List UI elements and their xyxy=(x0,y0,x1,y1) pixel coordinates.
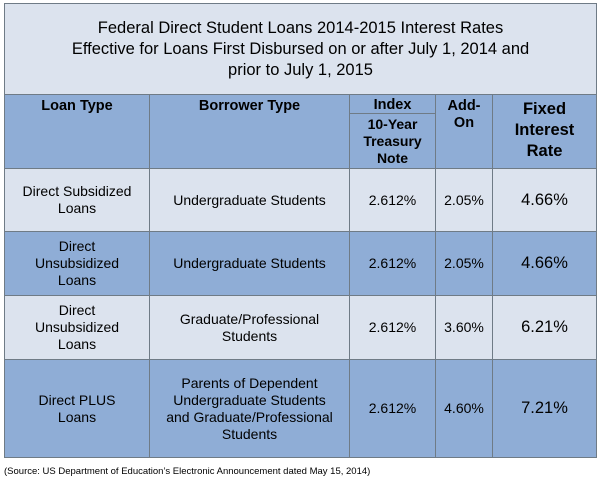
loan-type-cell xyxy=(5,360,150,458)
header-borrower-type: Borrower Type xyxy=(150,95,350,169)
index-cell: 2.612% xyxy=(350,360,436,458)
header-add-on-line-1: Add- xyxy=(447,98,481,114)
borrower-type-line: Parents of Dependent xyxy=(181,374,318,391)
index-sub-line-1: 10-Year xyxy=(367,115,418,132)
fixed-rate-cell: 4.66% xyxy=(493,169,597,232)
add-on-cell: 3.60% xyxy=(436,296,493,360)
header-fixed-rate xyxy=(493,95,597,169)
add-on-cell: 2.05% xyxy=(436,232,493,296)
title-line-1: Federal Direct Student Loans 2014-2015 Interest Rates xyxy=(97,18,504,37)
interest-rate-table xyxy=(4,3,597,458)
header-add-on-line-2: On xyxy=(453,115,475,131)
loan-type-line: Loans xyxy=(57,408,97,425)
borrower-type-cell: Undergraduate Students xyxy=(150,232,350,296)
loan-type-line: Loans xyxy=(57,200,97,216)
fixed-rate-cell: 7.21% xyxy=(493,360,597,458)
borrower-type-line: Students xyxy=(221,425,278,442)
index-cell: 2.612% xyxy=(350,296,436,360)
title-line-3: prior to July 1, 2015 xyxy=(228,60,373,79)
loan-type-line: Unsubsidized xyxy=(34,319,120,335)
table-row xyxy=(5,232,597,296)
borrower-type-cell: Undergraduate Students xyxy=(150,169,350,232)
header-index: Index xyxy=(350,95,436,114)
header-add-on xyxy=(436,95,493,169)
loan-type-line: Direct xyxy=(58,238,96,254)
fixed-rate-cell: 6.21% xyxy=(493,296,597,360)
borrower-type-line: Students xyxy=(221,327,278,344)
index-cell: 2.612% xyxy=(350,169,436,232)
table-title-row xyxy=(5,4,597,95)
add-on-cell: 2.05% xyxy=(436,169,493,232)
loan-type-line: Loans xyxy=(57,272,97,288)
header-loan-type: Loan Type xyxy=(5,95,150,169)
table-row xyxy=(5,169,597,232)
table-row xyxy=(5,296,597,360)
source-note: (Source: US Department of Education’s Electronic Announcement dated May 15, 2014) xyxy=(4,466,371,477)
borrower-type-cell xyxy=(150,296,350,360)
borrower-type-line: Graduate/Professional xyxy=(179,310,320,327)
table-title xyxy=(5,4,597,95)
borrower-type-line: and Graduate/Professional xyxy=(166,408,333,425)
title-line-2: Effective for Loans First Disbursed on or after July 1, 2014 and xyxy=(71,39,530,58)
index-sub-line-2: Treasury xyxy=(363,132,422,149)
header-index-sub xyxy=(350,114,436,169)
header-fixed-line-1: Fixed xyxy=(522,100,567,118)
index-cell: 2.612% xyxy=(350,232,436,296)
loan-type-line: Direct xyxy=(58,302,96,318)
add-on-cell: 4.60% xyxy=(436,360,493,458)
header-row xyxy=(5,95,597,114)
loan-type-cell xyxy=(5,296,150,360)
loan-type-line: Loans xyxy=(57,336,97,352)
loan-type-line: Unsubsidized xyxy=(34,255,120,271)
loan-type-line: Direct PLUS xyxy=(38,391,116,408)
table-row xyxy=(5,360,597,458)
header-fixed-line-2: Interest xyxy=(514,121,575,139)
fixed-rate-cell: 4.66% xyxy=(493,232,597,296)
loan-type-line: Direct Subsidized xyxy=(22,183,132,199)
interest-rate-table-container xyxy=(4,3,596,458)
borrower-type-cell xyxy=(150,360,350,458)
loan-type-cell xyxy=(5,232,150,296)
loan-type-cell xyxy=(5,169,150,232)
header-fixed-line-3: Rate xyxy=(526,142,563,160)
borrower-type-line: Undergraduate Students xyxy=(173,391,326,408)
index-sub-line-3: Note xyxy=(376,149,409,166)
